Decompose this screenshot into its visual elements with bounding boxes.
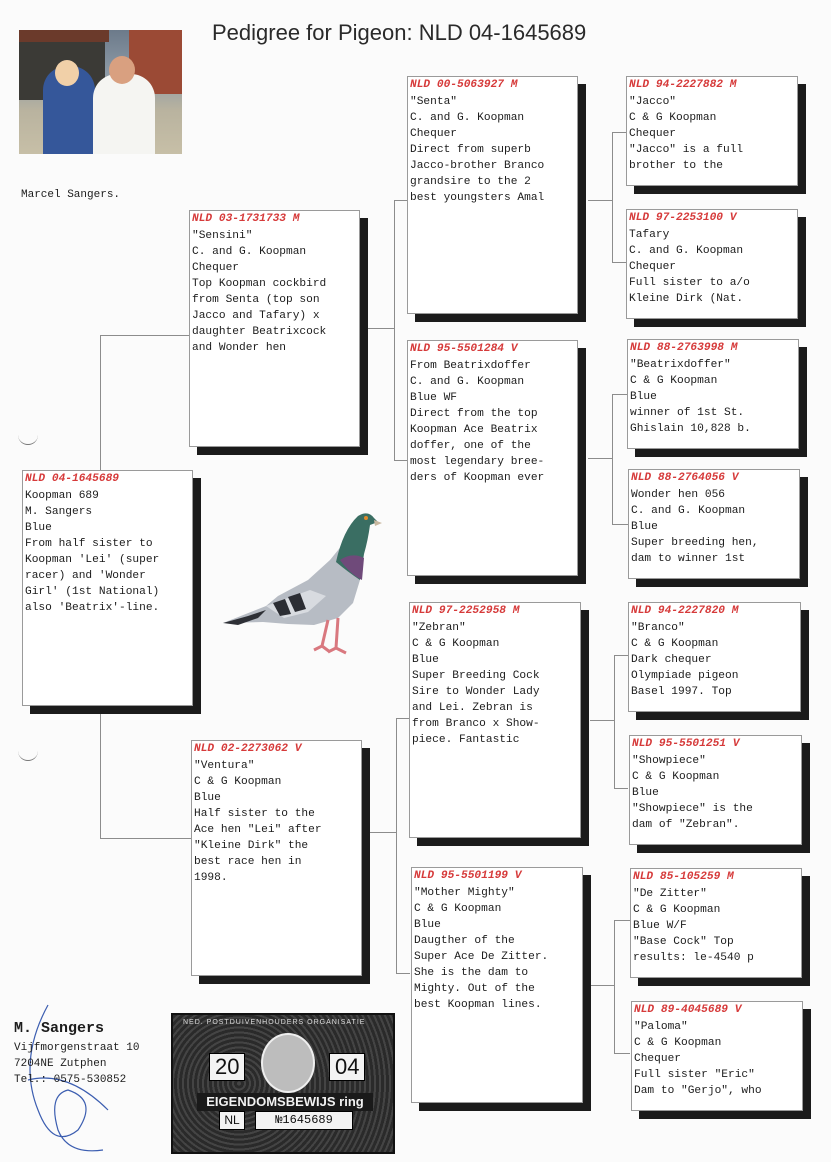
detail-line: C & G Koopman: [631, 638, 719, 650]
connector: [612, 132, 626, 133]
ring-number: NLD 95-5501251 V: [632, 738, 740, 750]
detail-line: Daugther of the: [414, 935, 515, 947]
great-grandparent-card: [629, 735, 802, 845]
ring-number: NLD 04-1645689: [25, 473, 119, 485]
detail-line: C & G Koopman: [630, 375, 718, 387]
detail-line: Mighty. Out of the: [414, 983, 535, 995]
detail-line: "Sensini": [192, 230, 253, 242]
connector: [396, 718, 410, 719]
detail-line: Blue: [194, 792, 221, 804]
ring-number: NLD 94-2227882 M: [629, 79, 737, 91]
connector: [100, 335, 190, 336]
detail-line: Full sister to a/o: [629, 277, 750, 289]
detail-line: Jacco-brother Branco: [410, 160, 545, 172]
connector: [394, 200, 408, 201]
detail-line: best Koopman lines.: [414, 999, 542, 1011]
ring-ownership-card: [171, 1013, 395, 1154]
detail-line: C & G Koopman: [194, 776, 282, 788]
detail-line: racer) and 'Wonder: [25, 570, 146, 582]
address-street: Vijfmorgenstraat 10: [14, 1042, 140, 1054]
ring-number: NLD 94-2227820 M: [631, 605, 739, 617]
detail-line: C. and G. Koopman: [410, 376, 525, 388]
ring-number: NLD 97-2252958 M: [412, 605, 520, 617]
great-grandparent-card: [631, 1001, 803, 1111]
detail-line: brother to the: [629, 160, 723, 172]
detail-line: Super Ace De Zitter.: [414, 951, 549, 963]
detail-line: Jacco and Tafary) x: [192, 310, 320, 322]
detail-line: Chequer: [410, 128, 457, 140]
detail-line: C & G Koopman: [633, 904, 721, 916]
connector: [394, 200, 395, 460]
ring-number: NLD 97-2253100 V: [629, 212, 737, 224]
subject-card: [22, 470, 193, 706]
detail-line: She is the dam to: [414, 967, 529, 979]
detail-line: Super Breeding Cock: [412, 670, 540, 682]
detail-line: Sire to Wonder Lady: [412, 686, 540, 698]
detail-line: "Showpiece" is the: [632, 803, 753, 815]
detail-line: Chequer: [629, 261, 676, 273]
grandsire-paternal-card: [407, 76, 578, 314]
detail-line: Wonder hen 056: [631, 489, 725, 501]
detail-line: and Wonder hen: [192, 342, 286, 354]
connector: [612, 132, 613, 262]
detail-line: Blue: [632, 787, 659, 799]
dam-card: [191, 740, 362, 976]
great-grandparent-card: [626, 76, 798, 186]
connector: [362, 832, 397, 833]
punch-hole: [18, 434, 38, 445]
detail-line: C. and G. Koopman: [631, 505, 746, 517]
ring-number: NLD 88-2764056 V: [631, 472, 739, 484]
grandsire-maternal-card: [409, 602, 581, 838]
detail-line: daughter Beatrixcock: [192, 326, 327, 338]
detail-line: and Lei. Zebran is: [412, 702, 533, 714]
great-grandparent-card: [626, 209, 798, 319]
great-grandparent-card: [628, 469, 800, 579]
detail-line: Half sister to the: [194, 808, 315, 820]
pigeon-image: [218, 500, 383, 665]
detail-line: Dark chequer: [631, 654, 712, 666]
detail-line: Kleine Dirk (Nat.: [629, 293, 744, 305]
connector: [614, 1053, 630, 1054]
great-grandparent-card: [628, 602, 801, 712]
detail-line: Blue: [630, 391, 657, 403]
connector: [396, 718, 397, 973]
ring-number: NLD 02-2273062 V: [194, 743, 302, 755]
detail-line: C. and G. Koopman: [629, 245, 744, 257]
detail-line: Blue: [412, 654, 439, 666]
detail-line: Direct from superb: [410, 144, 531, 156]
detail-line: C & G Koopman: [629, 112, 717, 124]
detail-line: "Zebran": [412, 622, 466, 634]
owner-photo: [19, 30, 182, 154]
card-header: NED. POSTDUIVENHOUDERS ORGANISATIE: [183, 1019, 366, 1026]
detail-line: best youngsters Amal: [410, 192, 545, 204]
great-grandparent-card: [630, 868, 802, 978]
year-left: 20: [209, 1053, 245, 1081]
detail-line: Basel 1997. Top: [631, 686, 732, 698]
address-city: 7204NE Zutphen: [14, 1058, 107, 1070]
detail-line: dam to winner 1st: [631, 553, 746, 565]
connector: [394, 460, 408, 461]
detail-line: C & G Koopman: [414, 903, 502, 915]
seal-icon: [261, 1033, 315, 1093]
detail-line: Top Koopman cockbird: [192, 278, 327, 290]
detail-line: from Branco x Show-: [412, 718, 540, 730]
detail-line: Blue: [414, 919, 441, 931]
detail-line: "Kleine Dirk" the: [194, 840, 309, 852]
detail-line: Girl' (1st National): [25, 586, 160, 598]
ring-number: NLD 95-5501284 V: [410, 343, 518, 355]
punch-hole: [18, 750, 38, 761]
connector: [612, 262, 626, 263]
detail-line: "Branco": [631, 622, 685, 634]
detail-line: doffer, one of the: [410, 440, 531, 452]
ring-number: NLD 95-5501199 V: [414, 870, 522, 882]
detail-line: From half sister to: [25, 538, 153, 550]
detail-line: C. and G. Koopman: [410, 112, 525, 124]
detail-line: M. Sangers: [25, 506, 93, 518]
ring-number: NLD 89-4045689 V: [634, 1004, 742, 1016]
detail-line: C & G Koopman: [412, 638, 500, 650]
connector: [612, 394, 613, 524]
detail-line: Direct from the top: [410, 408, 538, 420]
connector: [100, 838, 192, 839]
connector: [100, 335, 101, 473]
detail-line: "Senta": [410, 96, 457, 108]
connector: [614, 655, 628, 656]
connector: [360, 328, 395, 329]
ring-number: NLD 00-5063927 M: [410, 79, 518, 91]
detail-line: most legendary bree-: [410, 456, 545, 468]
detail-line: Tafary: [629, 229, 670, 241]
card-banner: EIGENDOMSBEWIJS ring: [197, 1093, 373, 1111]
detail-line: from Senta (top son: [192, 294, 320, 306]
detail-line: "Showpiece": [632, 755, 706, 767]
detail-line: "Jacco": [629, 96, 676, 108]
detail-line: "Paloma": [634, 1021, 688, 1033]
connector: [614, 920, 630, 921]
connector: [614, 655, 615, 788]
detail-line: Koopman 689: [25, 490, 99, 502]
detail-line: Ace hen "Lei" after: [194, 824, 322, 836]
breeder-address: [14, 1020, 139, 1088]
ring-number: NLD 88-2763998 M: [630, 342, 738, 354]
detail-line: Chequer: [192, 262, 239, 274]
detail-line: "Jacco" is a full: [629, 144, 744, 156]
detail-line: Dam to "Gerjo", who: [634, 1085, 762, 1097]
owner-caption: Marcel Sangers.: [21, 189, 121, 201]
connector: [612, 394, 628, 395]
detail-line: Koopman Ace Beatrix: [410, 424, 538, 436]
detail-line: "Mother Mighty": [414, 887, 515, 899]
detail-line: ders of Koopman ever: [410, 472, 545, 484]
detail-line: Blue WF: [410, 392, 457, 404]
detail-line: Super breeding hen,: [631, 537, 759, 549]
detail-line: grandsire to the 2: [410, 176, 531, 188]
detail-line: C & G Koopman: [632, 771, 720, 783]
detail-line: best race hen in: [194, 856, 302, 868]
sire-card: [189, 210, 360, 447]
detail-line: Blue W/F: [633, 920, 687, 932]
detail-line: Blue: [631, 521, 658, 533]
detail-line: Full sister "Eric": [634, 1069, 755, 1081]
detail-line: Chequer: [629, 128, 676, 140]
great-grandparent-card: [627, 339, 799, 449]
detail-line: also 'Beatrix'-line.: [25, 602, 160, 614]
detail-line: piece. Fantastic: [412, 734, 520, 746]
detail-line: results: le-4540 p: [633, 952, 754, 964]
country-code: NL: [219, 1111, 245, 1130]
detail-line: From Beatrixdoffer: [410, 360, 531, 372]
ring-card-number: №1645689: [255, 1111, 353, 1130]
detail-line: dam of "Zebran".: [632, 819, 740, 831]
granddam-maternal-card: [411, 867, 583, 1103]
connector: [590, 720, 615, 721]
address-phone: Tel.: 0575-530852: [14, 1074, 127, 1086]
detail-line: 1998.: [194, 872, 228, 884]
ring-number: NLD 03-1731733 M: [192, 213, 300, 225]
ring-number: NLD 85-105259 M: [633, 871, 734, 883]
connector: [614, 920, 615, 1053]
detail-line: Koopman 'Lei' (super: [25, 554, 160, 566]
detail-line: "De Zitter": [633, 888, 707, 900]
detail-line: winner of 1st St.: [630, 407, 745, 419]
connector: [614, 788, 628, 789]
detail-line: C & G Koopman: [634, 1037, 722, 1049]
connector: [396, 973, 410, 974]
granddam-paternal-card: [407, 340, 578, 576]
detail-line: Blue: [25, 522, 52, 534]
connector: [590, 985, 615, 986]
connector: [612, 524, 628, 525]
breeder-name: M. Sangers: [14, 1020, 105, 1037]
detail-line: Ghislain 10,828 b.: [630, 423, 751, 435]
connector: [588, 458, 613, 459]
detail-line: Chequer: [634, 1053, 681, 1065]
detail-line: "Ventura": [194, 760, 255, 772]
detail-line: "Base Cock" Top: [633, 936, 734, 948]
detail-line: C. and G. Koopman: [192, 246, 307, 258]
connector: [588, 200, 613, 201]
connector: [100, 712, 101, 838]
detail-line: Olympiade pigeon: [631, 670, 739, 682]
detail-line: "Beatrixdoffer": [630, 359, 731, 371]
page-title: Pedigree for Pigeon: NLD 04-1645689: [212, 20, 587, 45]
year-right: 04: [329, 1053, 365, 1081]
